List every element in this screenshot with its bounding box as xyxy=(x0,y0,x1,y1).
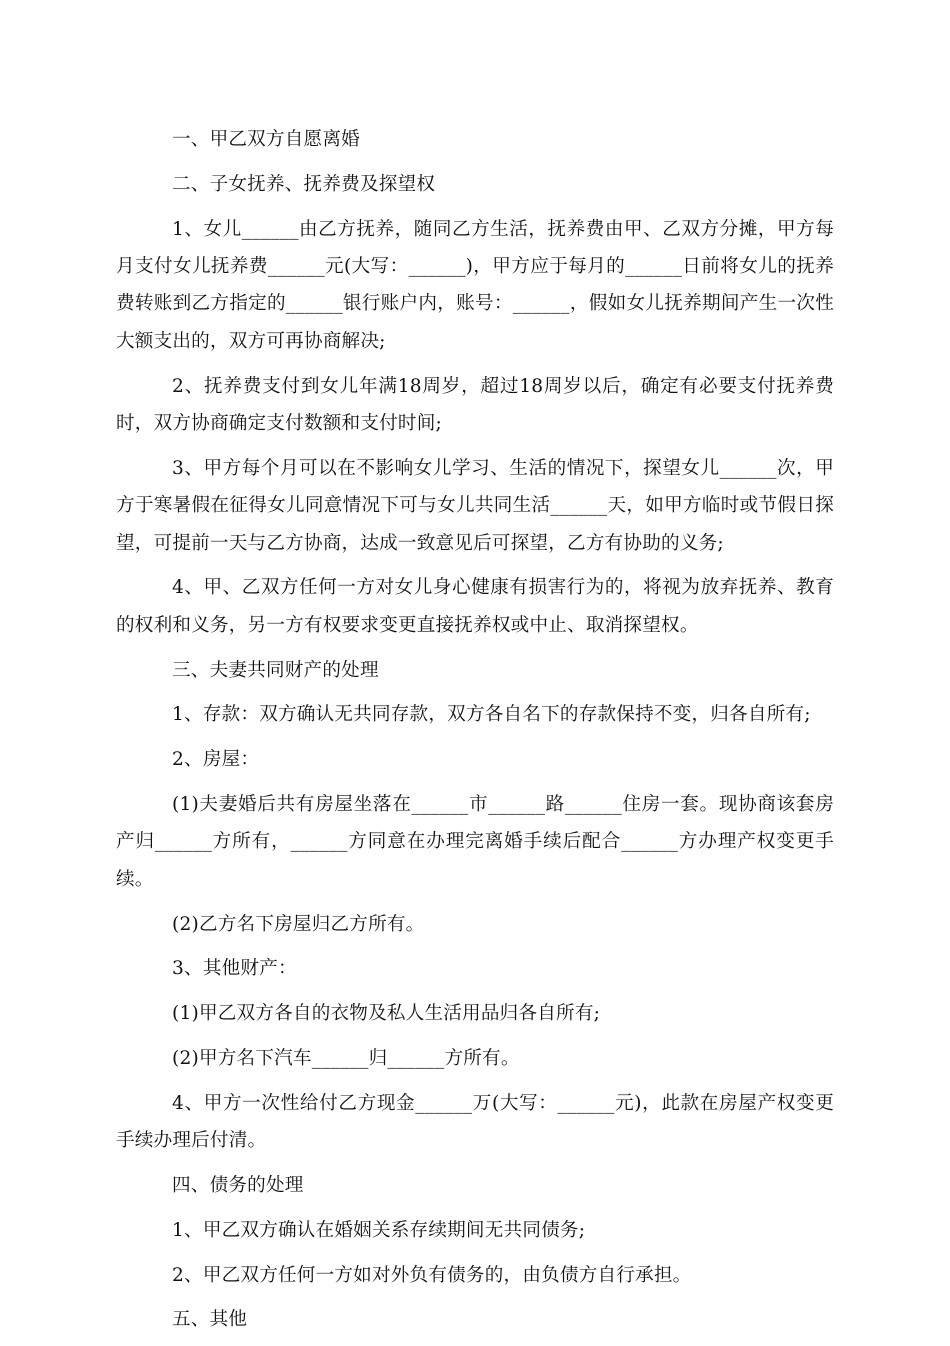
clause-3-2-2: (2)乙方名下房屋归乙方所有。 xyxy=(172,913,425,935)
section-heading-4: 四、债务的处理 xyxy=(172,1175,304,1197)
clause-3-1: 1、存款：双方确认无共同存款，双方各自名下的存款保持不变，归各自所有; xyxy=(172,704,811,726)
clause-2-1: 1、女儿______由乙方抚养，随同乙方生活，抚养费由甲、乙双方分摊，甲方每月支付女儿抚养费______元(大写：______)，甲方应于每月的______日前将女儿的抚养费转账到乙方指定的______银行账户内，账号：______，假如女儿抚养期间产生一次性大额支出的，双方可再协商解决; xyxy=(116,218,834,352)
clause-3-2-1: (1)夫妻婚后共有房屋坐落在______市______路______住房一套。现协商该套房产归______方所有，______方同意在办理完离婚手续后配合______方办理产权变更手续。 xyxy=(116,794,834,890)
section-heading-1: 一、甲乙双方自愿离婚 xyxy=(172,129,360,150)
clause-3-2: 2、房屋： xyxy=(172,749,260,771)
clause-3-4: 4、甲方一次性给付乙方现金______万(大写：______元)，此款在房屋产权变更手续办理后付清。 xyxy=(116,1092,834,1152)
section-heading-2: 二、子女抚养、抚养费及探望权 xyxy=(172,173,436,195)
clause-3-3-1: (1)甲乙双方各自的衣物及私人生活用品归各自所有; xyxy=(172,1003,601,1025)
clause-4-1: 1、甲乙双方确认在婚姻关系存续期间无共同债务; xyxy=(172,1219,586,1241)
document-body xyxy=(116,121,834,1346)
clause-2-3: 3、甲方每个月可以在不影响女儿学习、生活的情况下，探望女儿______次，甲方于寒暑假在征得女儿同意情况下可与女儿共同生活______天，如甲方临时或节假日探望，可提前一天与乙方协商，达成一致意见后可探望，乙方有协助的义务; xyxy=(116,457,834,554)
clause-3-3-2: (2)甲方名下汽车______归______方所有。 xyxy=(172,1048,520,1070)
section-heading-3: 三、夫妻共同财产的处理 xyxy=(172,659,379,681)
clause-3-3: 3、其他财产： xyxy=(172,958,297,980)
clause-2-4: 4、甲、乙双方任何一方对女儿身心健康有损害行为的，将视为放弃抚养、教育的权利和义务，另一方有权要求变更直接抚养权或中止、取消探望权。 xyxy=(116,577,834,636)
section-heading-5: 五、其他 xyxy=(172,1309,248,1331)
clause-2-2: 2、抚养费支付到女儿年满18周岁，超过18周岁以后，确定有必要支付抚养费时，双方协商确定支付数额和支付时间; xyxy=(116,375,834,435)
clause-4-2: 2、甲乙双方任何一方如对外负有债务的，由负债方自行承担。 xyxy=(172,1264,692,1286)
